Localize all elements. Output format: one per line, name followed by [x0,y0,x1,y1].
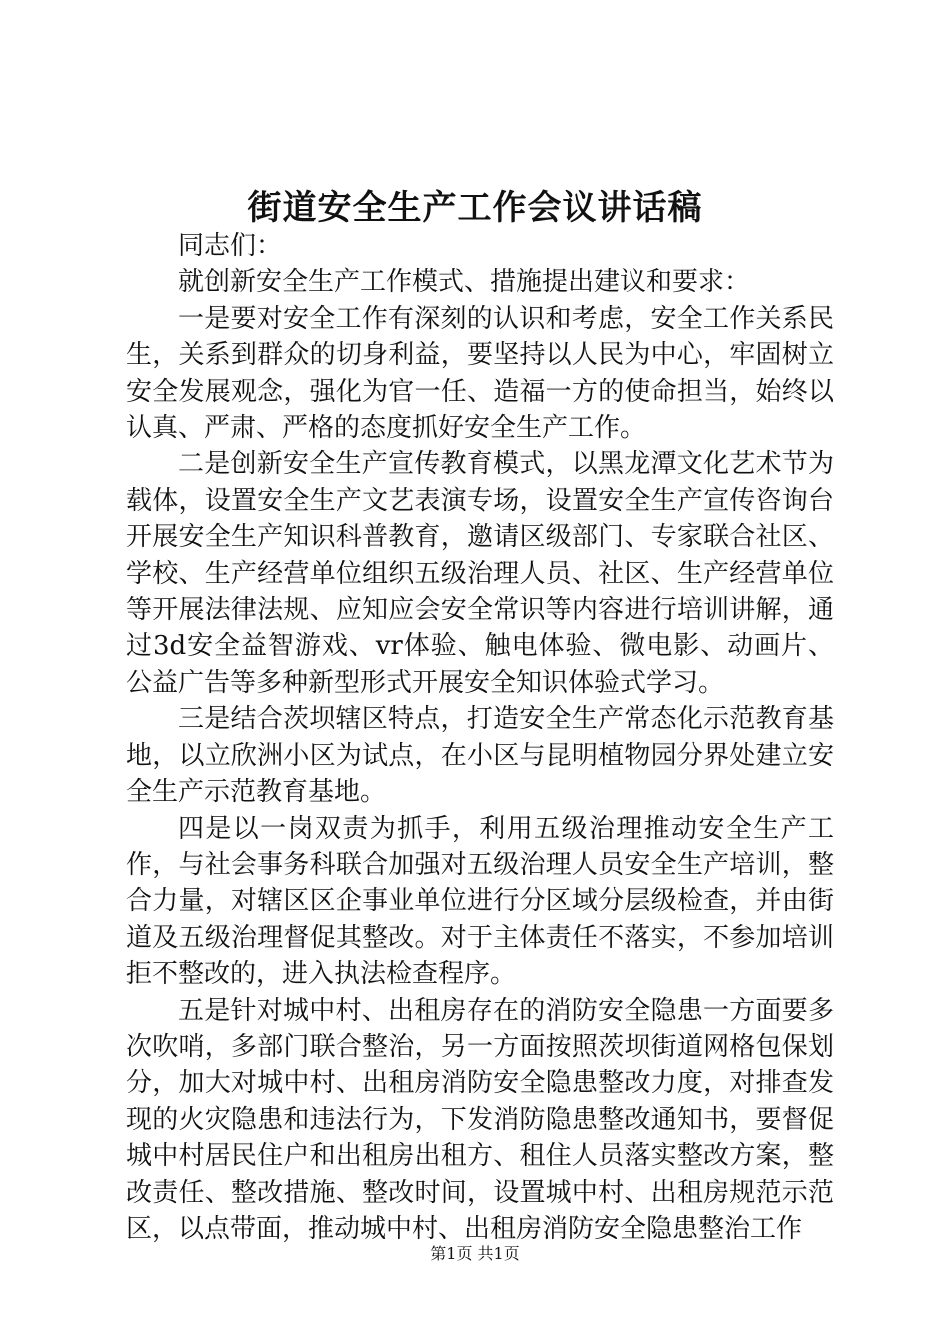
document-title: 街道安全生产工作会议讲话稿 [247,188,703,228]
page-footer: 第1页 共1页 [430,1244,520,1263]
paragraph-intro: 就创新安全生产工作模式、措施提出建议和要求： [178,267,751,298]
paragraph-point-5: 五是针对城中村、出租房存在的消防安全隐患一方面要多次吹哨，多部门联合整治，另一方面按照茨坝街道网格包保划分，加大对城中村、出租房消防安全隐患整改力度，对排查发现的火灾隐患和违法行为，下发消防隐患整改通知书，要督促城中村居民住户和出租房出租方、租住人员落实整改方案，整改责任、整改措施、整改时间，设置城中村、出租房规范示范区，以点带面，推动城中村、出租房消防安全隐患整治工作 [126,995,834,1244]
paragraph-point-4: 四是以一岗双责为抓手，利用五级治理推动安全生产工作，与社会事务科联合加强对五级治理人员安全生产培训，整合力量，对辖区区企事业单位进行分区域分层级检查，并由街道及五级治理督促其整改。对于主体责任不落实，不参加培训拒不整改的，进入执法检查程序。 [126,813,834,990]
paragraph-point-2: 二是创新安全生产宣传教育模式，以黑龙潭文化艺术节为载体，设置安全生产文艺表演专场，设置安全生产宣传咨询台开展安全生产知识科普教育，邀请区级部门、专家联合社区、学校、生产经营单位组织五级治理人员、社区、生产经营单位等开展法律法规、应知应会安全常识等内容进行培训讲解，通过3d安全益智游戏、vr体验、触电体验、微电影、动画片、公益广告等多种新型形式开展安全知识体验式学习。 [126,449,834,698]
paragraph-salutation: 同志们： [178,231,283,261]
paragraph-point-3: 三是结合茨坝辖区特点，打造安全生产常态化示范教育基地，以立欣洲小区为试点，在小区与昆明植物园分界处建立安全生产示范教育基地。 [126,704,834,808]
paragraph-point-1: 一是要对安全工作有深刻的认识和考虑，安全工作关系民生，关系到群众的切身利益，要坚持以人民为中心，牢固树立安全发展观念，强化为官一任、造福一方的使命担当，始终以认真、严肃、严格的态度抓好安全生产工作。 [126,303,834,444]
document-body [126,228,834,1247]
